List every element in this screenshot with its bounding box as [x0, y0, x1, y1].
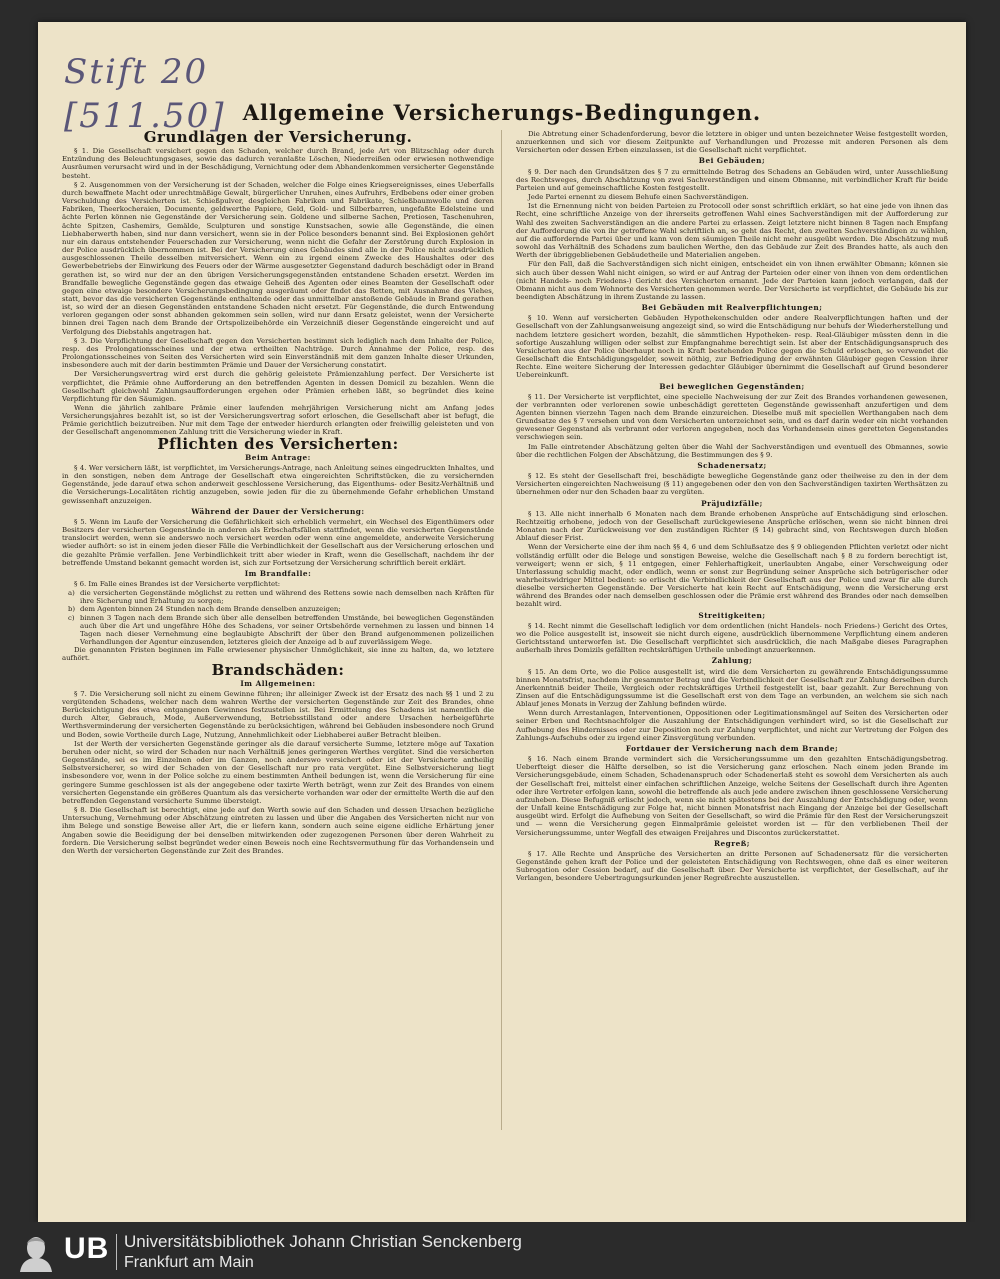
list-item-text: die versicherten Gegenstände möglichst zu retten und während des Rettens sowie nach demselben nach Kräften für ihre Sicherung und Erhaltung zu sorgen; — [80, 589, 494, 606]
paragraph: § 10. Wenn auf versicherten Gebäuden Hypothekenschulden oder andere Realverpflichtungen haften und der Gesellschaft von der Zahlungsanweisung angezeigt sind, so wird die Entschädigung nur behufs der Wiederherstellung und nachdem letztere gesichert worden, bezahlt, die sämmtlichen Hypotheken- resp. Real-Gläubiger müssten denn in die sofortige Auszahlung willigen oder selbst zur Empfangnahme berechtigt sein. Ist aber der Entschädigungsanspruch des Versicherten aus der Police überhaupt noch in Kraft bestehenden Police gegen die Schuld erloschen, so verwendet die Gesellschaft die Entschädigungsgelder, soweit nöthig, zur Befriedigung der erwähnten Gläubiger gegen Cession ihrer Rechte. Eine weitere Sicherung der Interessen gedachter Gläubiger übernimmt die Gesellschaft auf Grund besonderer Uebereinkunft. — [516, 314, 948, 380]
heading-grundlagen: Grundlagen der Versicherung. — [143, 130, 413, 146]
paragraph: Im Falle eintretender Abschätzung gelten über die Wahl der Sachverständigen und eventuell des Obmannes, sowie über die rechtlichen Folgen der Abschätzung, die Bestimmungen des § 9. — [516, 442, 948, 459]
left-column — [62, 130, 494, 1152]
subheading-allgemeinen: Im Allgemeinen: — [240, 678, 316, 688]
handwriting-line-1: Stift 20 — [64, 52, 209, 92]
paragraph: Die Abtretung einer Schadenforderung, bevor die letztere in obiger und unten bezeichneter Weise festgestellt worden, anzuerkennen und sich vor diesem Zeitpunkte auf Verhandlungen und Prozesse mit anderen Personen als dem Versicherten oder dessen Erben einzulassen, ist die Gesellschaft nicht verpflichtet. — [516, 130, 948, 155]
list-item-text: dem Agenten binnen 24 Stunden nach dem Brande denselben anzuzeigen; — [80, 605, 341, 614]
list-marker: c) — [68, 613, 75, 622]
ub-logo: UB — [64, 1232, 110, 1265]
paragraph: § 15. An dem Orte, wo die Police ausgestellt ist, wird die dem Versicherten zu gewährende Entschädigungssumme binnen Monatsfrist, nachdem ihr gesammter Betrag und die Verbindlichkeit der Gesellschaft zur Zahlung derselben durch Anerkenntniß beider Theile, Vergleich oder rechtskräftiges Urtheil festgestellt ist, baar gezahlt. Zur Berechnung von Zinsen auf die Entschädigungssumme ist die Gesellschaft erst von dem Tage an verbunden, an welchem sie sich nach Ablauf jenes Monats in Verzug der Zahlung befinden würde. — [516, 667, 948, 709]
senckenberg-portrait-icon — [14, 1232, 58, 1272]
subheading-zahlung: Zahlung; — [711, 656, 753, 666]
subheading-fortdauer: Fortdauer der Versicherung nach dem Brande; — [625, 743, 839, 753]
paragraph: § 11. Der Versicherte ist verpflichtet, eine specielle Nachweisung der zur Zeit des Brandes vorhandenen gewesenen, der verbrannten oder verlorenen sowie unbeschädigt geretteten Gegenstände gewissenhaft anzufertigen und dem Agenten binnen vierzehn Tagen nach dem Brande einzureichen. Dieselbe muß mit speciellen Werthangaben nach dem Grundsatze des § 7 versehen und von dem Versicherten unterzeichnet sein, und es darf darin weder ein nicht vorhanden gewesener Gegenstand als verbrannt oder verloren angegeben, noch das Vorhandensein eines geretteten Gegenstandes verschwiegen sein. — [516, 392, 948, 442]
paragraph: § 4. Wer versichern läßt, ist verpflichtet, im Versicherungs-Antrage, nach Anleitung seines eingedruckten Inhaltes, und in den sonstigen, neben dem Antrage der Gesellschaft etwa eingereichten Schriftstücken, die zu versichernden Gegenstände, jede darauf etwa schon anderweit geschlossene Versicherung, das Eigenthums- oder Besitz-Verhältniß und die Versicherungs-Localitäten richtig anzugeben, sowie jeden für die zu übernehmende Gefahr erheblichen Umstand gewissenhaft anzuzeigen. — [62, 463, 494, 505]
list-item — [62, 614, 494, 647]
paragraph: Ist die Ernennung nicht von beiden Parteien zu Protocoll oder sonst schriftlich erklärt, so hat eine jede von ihnen das Recht, eine schriftliche Anzeige von der ihrerseits getroffenen Wahl eines Sachverständigen mit der Aufforderung zur Wahl des zweiten Sachverständigen an die andere Partei zu erlassen. Zeigt letztere nicht binnen 8 Tagen nach Empfang der Aufforderung die von ihr getroffene Wahl schriftlich an, so geht das Recht, den zweiten Sachverständigen zu wählen, auf die auffordernde Partei über und kann von dem säumigen Theile nicht mehr ausgeübt werden. Die Abschätzung muß sowohl das Verhältniß des Schadens zum baulichen Werthe, den das Gebäude zur Zeit des Brandes hatte, als auch den Werth der übriggebliebenen Gebäudetheile und Materialien angeben. — [516, 202, 948, 260]
column-divider — [501, 130, 502, 1130]
subheading-regress: Regreß; — [713, 838, 751, 848]
paragraph: § 16. Nach einem Brande vermindert sich die Versicherungssumme um den gezahlten Entschädigungsbetrag. Ueberfteigt dieser die Hälfte derselben, so ist die Versicherung ganz erloschen. Nach einem jeden Brande im Versicherungsgebäude, einem Schaden, Schadenanspruch oder Schadenerlaß steht es sowohl dem Versicherten als auch der Gesellschaft frei, mittelst einer einfachen schriftlichen Anzeige, welche Seitens der Gesellschaft durch ihre Agenten oder ihre Vertreter erfolgen kann, sowohl die betreffende als auch jede andere zwischen ihnen geschlossene Versicherung aufzuheben. Diese Befugniß erlischt jedoch, wenn sie nicht spätestens bei der Auszahlung der Entschädigung oder, wenn der Unfall keine Entschädigung zur Folge hat, nicht binnen Monatsfrist nach Eingang der Anzeige bei der Gesellschaft ausgeübt wird. Erfolgt die Aufhebung von Seiten der Gesellschaft, so wird die Prämie für den Rest der Versicherungszeit und — wenn die Versicherung gegen Einmalprämie geleistet worden ist — für den verbliebenen Theil der Versicherungssumme, unter Wegfall des etwaigen Freijahres und Discontos zurückerstattet. — [516, 755, 948, 837]
paragraph: § 2. Ausgenommen von der Versicherung ist der Schaden, welcher die Folge eines Kriegsereignisses, eines Ueberfalls durch bewaffnete Macht oder unrechtmäßige Gewalt, bürgerlicher Unruhen, eines Aufruhrs, Erdbebens oder einer groben Verschuldung des Versicherten ist. Schießpulver, desgleichen Fabriken und Fabrikate, Schießbaumwolle und deren Fabriken, Theerkocheraien, Documente, geldwerthe Papiere, Geld, Gold- und Silberbarren, ungefaßte Edelsteine und ächte Perlen können nie Gegenstände der Versicherung sein. Goldene und silberne Sachen, Pretiosen, Taschenuhren, ächte Spitzen, Cashemirs, Gemälde, Sculpturen und sonstige Kunstsachen, sowie alle Gegenstände, die einen Liebhaberwerth haben, sind nur dann versichert, wenn sie in der Police besonders benannt sind. Bei Explosionen gehört nur ein daraus entstehender Feuerschaden zur Versicherung, wenn nicht die Gefahr der Zerstörung durch Explosion in der Police ausdrücklich übernommen ist. Bei der Versicherung eines Gebäudes sind alle in der Police nicht ausdrücklich ausgeschlossenen Theile desselben mitversichert. Wenn ein zu irgend einem Zwecke des Haushaltes oder des Gewerbebetriebs der Einwirkung des Feuers oder der Wärme ausgesetzter Gegenstand dadurch beschädigt oder in Brand gerathen ist, so wird nur der an den übrigen Versicherungsgegenständen entstandene Schaden ersetzt. Werden im Brandfalle bewegliche Gegenstände gegen das etwaige Geheiß des Agenten oder eines Beamten der Gesellschaft oder gegen eine etwaige besondere Versicherungsbedingung ausgeräumt oder findet das Retten, mit Ausnahme des Viehes, statt, bevor das die versicherten Gegenstände enthaltende oder das unmittelbar anstoßende Gebäude in Brand gerathen ist, so wird der an diesen Gegenständen entstandene Schaden nicht ersetzt. Für Gegenstände, die durch Entwendung verloren gegangen oder sonst abhanden gekommen sein sollen, wird nur dann Ersatz geleistet, wenn der Versicherte binnen drei Tagen nach dem Brande der Ortspolizeibehörde ein Verzeichniß dieser Gegenstände eingereicht und auf Verfolgung des Diebstahls angetragen hat. — [62, 180, 494, 336]
paragraph: § 6. Im Falle eines Brandes ist der Versicherte verpflichtet: — [74, 579, 281, 588]
subheading-gebaeuden: Bei Gebäuden; — [698, 156, 766, 166]
paragraph: Jede Partei ernennt zu diesem Behufe einen Sachverständigen. — [528, 193, 749, 202]
paragraph: Wenn durch Arrestanlagen, Interventionen, Oppositionen oder Legitimationsmängel auf Seiten des Versicherten oder seiner Erben und Rechtsnachfolger die Auszahlung der Entschädigungen verhindert wird, so ist die Gesellschaft zur Aufhebung des Hindernisses oder zur Deposition noch zur Zahlung verpflichtet, und nicht zur Vertretung der Folgen des Zahlungs-Aufschubs oder zu irgend einer Zinsvergütung verbunden. — [516, 709, 948, 742]
subheading-bewegliche: Bei beweglichen Gegenständen; — [659, 381, 805, 391]
subheading-antrage: Beim Antrage: — [245, 452, 311, 462]
paragraph: § 17. Alle Rechte und Ansprüche des Versicherten an dritte Personen auf Schadenersatz für die versicherten Gegenstände gehen kraft der Police und der geleisteten Entschädigung von Rechtswegen, ohne daß es einer weiteren Subrogation oder Cession bedarf, auf die Gesellschaft über. Der Versicherte ist verpflichtet, der Gesellschaft, auf ihr Verlangen, besondere Uebertragungsurkunden jener Regreßrechte auszustellen. — [516, 849, 948, 883]
right-column — [516, 130, 948, 1152]
document-title: Allgemeine Versicherungs-Bedingungen. — [242, 100, 762, 125]
paragraph: § 5. Wenn im Laufe der Versicherung die Gefährlichkeit sich erheblich vermehrt, ein Wechsel des Eigenthümers oder Besitzers der versicherten Gegenstände in anderen als Erbschaftsfällen stattfindet, wenn die versicherten Gegenstände translocirt werden, wenn sie anderswo noch versichert werden oder wenn eine angemeldete, anderweite Versicherung wieder aufhört: so ist in einem jeden dieser Fälle die Verbindlichkeit der Gesellschaft aus der Versicherung erloschen und die gezahlte Prämie verfallen. Jene Verbindlichkeit tritt aber wieder in Kraft, wenn die Gesellschaft, nachdem ihr der betreffende Umstand bekannt gemacht worden ist, sich zur Fortsetzung der Versicherung schriftlich bereit erklärt. — [62, 517, 494, 567]
subheading-schadenersatz: Schadenersatz; — [697, 460, 767, 470]
footer-separator — [116, 1234, 117, 1270]
library-name: Universitätsbibliothek Johann Christian Senckenberg — [124, 1232, 522, 1251]
paragraph: § 3. Die Verpflichtung der Gesellschaft gegen den Versicherten bestimmt sich lediglich nach dem Inhalte der Police, resp. des Prolongationsscheines und der etwa ertheilten Nachträge. Durch Annahme der Police, resp. des Prolongationsscheines von Seiten des Versicherten wird sein Einverständniß mit dem ganzen Inhalte dieser Urkunden, insbesondere auch mit der darin bestimmten Prämie und Dauer der Versicherung constatirt. — [62, 336, 494, 370]
paragraph: Der Versicherungsvertrag wird erst durch die gehörig geleistete Prämienzahlung perfect. Der Versicherte ist verpflichtet, die Prämie ohne Aufforderung an den betreffenden Agenten in dessen Domicil zu bezahlen. Wenn die Gesellschaft gleichwohl Zahlungsaufforderungen ergehen oder Prämien erheben läßt, so begründet dies keine Verpflichtung für den Säumigen. — [62, 370, 494, 403]
list-marker: b) — [68, 605, 76, 614]
document-page — [38, 22, 966, 1222]
list-item-text: binnen 3 Tagen nach dem Brande sich über alle denselben betreffenden Umstände, bei beweglichen Gegenständen auch über die Art und ungefähre Höhe des Schadens, vor seiner Ortsbehörde vernehmen zu lassen und binnen 14 Tagen nach dieser Vernehmung eine beglaubigte Abschrift der über den Brand aufgenommenen polizeilichen Verhandlungen der Agentur einzusenden, letzteres gleich der Anzeige ad b auf zuverlässigem Wege. — [80, 613, 494, 647]
list-item — [62, 589, 494, 605]
paragraph: § 9. Der nach den Grundsätzen des § 7 zu ermittelnde Betrag des Schadens an Gebäuden wird, unter Ausschließung des Rechtsweges, durch Abschätzung von zwei Sachverständigen und einem Obmanne, mit verbindlicher Kraft für beide Parteien und auf gemeinschaftliche Kosten festgestellt. — [516, 167, 948, 192]
paragraph: § 1. Die Gesellschaft versichert gegen den Schaden, welcher durch Brand, jede Art von Blitzschlag oder durch Entzündung des Beleuchtungsgases, sowie das dadurch veranlaßte Löschen, Niederreißen oder erwiesen nothwendige Ausräumen verursacht wird und in der Beschädigung, Vernichtung oder dem Abhandenkommen versicherter Gegenstände besteht. — [62, 147, 494, 180]
library-location: Frankfurt am Main — [124, 1254, 254, 1271]
library-footer — [0, 1222, 1000, 1279]
paragraph: § 12. Es steht der Gesellschaft frei, beschädigte bewegliche Gegenstände ganz oder theilweise zu den in der dem Versicherten eingereichten Nachweisung (§ 11) angegebenen oder den von den Sachverständigen taxirten Werthsätzen zu übernehmen oder nur den Schaden baar zu vergüten. — [516, 472, 948, 497]
paragraph: Die genannten Fristen beginnen im Falle erwiesener physischer Unmöglichkeit, sie inne zu halten, da, wo letztere aufhört. — [62, 646, 494, 663]
paragraph: § 14. Recht nimmt die Gesellschaft lediglich vor dem ordentlichen (nicht Handels- noch Friedens-) Gericht des Ortes, wo die Police ausgestellt ist, insoweit sie nicht durch eigene, ausdrücklich übernommene Verpflichtung einem anderen Gerichtsstand unterworfen ist. Die Gesellschaft verpflichtet sich ausdrücklich, die nach Maßgabe dieses Paragraphen außerhalb ihres Domizils gefällten rechtskräftigen Urtheile unbedingt anzuerkennen. — [516, 621, 948, 655]
paragraph: § 13. Alle nicht innerhalb 6 Monaten nach dem Brande erhobenen Ansprüche auf Entschädigung sind erloschen. Rechtzeitig erhobene, jedoch von der Gesellschaft zurückgewiesene Ansprüche erlöschen, wenn sie nicht binnen drei Monaten nach der Zurückweisung vor den zuständigen Richter (§ 14) gebracht sind, von Rechtswegen durch bloßen Ablauf dieser Frist. — [516, 509, 948, 543]
paragraph: Ist der Werth der versicherten Gegenstände geringer als die darauf versicherte Summe, letztere möge auf Taxation beruhen oder nicht, so wird der Schaden nur nach Verhältniß jenes geringeren Werthes vergütet. Sind die versicherten Gegenstände, sei es im Einzelnen oder im Ganzen, noch anderswo versichert oder ist der Versicherte antheilig Selbstversicherer, so wird der Schaden von der Gesellschaft nur pro rata vergütet. Eine Selbstversicherung liegt insbesondere vor, wenn in der Police solche zu einem bestimmten Antheil bedungen ist, wenn die Versicherung für eine geringere Summe geschlossen ist als der angegebene oder taxirte Werth beträgt, wenn zur Zeit des Brandes von einem versicherten Gegenstande ein größeres Quantum als das versicherte vorhanden war oder der ermittelte Werth die auf den betreffenden Gegenstand versicherte Summe übersteigt. — [62, 739, 494, 805]
paragraph: Wenn der Versicherte eine der ihm nach §§ 4, 6 und dem Schlußsatze des § 9 obliegenden Pflichten verletzt oder nicht vollständig erfüllt oder die Belege und sonstigen Beweise, welche die Gesellschaft nach § 8 zu fordern berechtigt ist, verweigert; wenn er sich, § 11 entgegen, einer Fehlerhaftigkeit, unerlaubten Angabe, einer Verschweigung oder Unterlassung schuldig macht, oder endlich, wenn er sonst zur Begründung seiner Ansprüche sich betrügerischer oder wahrheitswidriger Mittel bedient: so erlischt die Verbindlichkeit der Gesellschaft aus der Police und zwar für alle durch dieselbe versicherten Gegenstände. Der Versicherte hat kein Recht auf Entschädigung, wenn die Versicherung erst während des Brandes oder nach demselben geschlossen oder die Prämie erst während des Brandes oder nach demselben bezahlt wird. — [516, 543, 948, 609]
paragraph: § 7. Die Versicherung soll nicht zu einem Gewinne führen; ihr alleiniger Zweck ist der Ersatz des nach §§ 1 und 2 zu vergütenden Schadens, welcher nach dem wahren Werthe der versicherten Gegenstände zur Zeit des Brandes, ohne Berücksichtigung des etwa entgangenen Gewinnes festzustellen ist. Bei Ermittelung des Schadens ist namentlich die durch Alter, Gebrauch, Mode, Außerverwendung, Betriebsstillstand oder andere Ursachen herbeigeführte Werthsverminderung der versicherten Gegenstände zu berücksichtigen, während bei Gebäuden insbesondere noch Grund und Boden, sowie Vortheile durch Lage, Nutzung, Annehmlichkeit oder Liebhaberei außer Betracht bleiben. — [62, 689, 494, 739]
subheading-dauer: Während der Dauer der Versicherung: — [191, 506, 365, 516]
subheading-praejudiz: Präjudizfälle; — [701, 498, 763, 508]
subheading-streitigkeiten: Streitigkeiten; — [698, 610, 766, 620]
list-item — [62, 605, 494, 613]
heading-brandschaden: Brandschäden: — [211, 660, 345, 679]
paragraph: Für den Fall, daß die Sachverständigen sich nicht einigen, entscheidet ein von ihnen erwählter Obmann; können sie sich auch über dessen Wahl nicht einigen, so wird er auf Antrag der Parteien oder einer von ihnen von dem ordentlichen (nicht Handels- noch Friedens-) Gericht des Versicherten ernannt. Jede der Parteien kann jedoch verlangen, daß der Obmann nicht aus dem Wohnorte des Versicherten genommen werde. Der Versicherte ist verpflichtet, die Gebäude bis zur beendigten Abschätzung in ihrem Zustande zu lassen. — [516, 260, 948, 301]
paragraph: Wenn die jährlich zahlbare Prämie einer laufenden mehrjährigen Versicherung nicht am Anfang jedes Versicherungsjahres bezahlt ist, so ist der Versicherungsvertrag sofort erloschen, die Gesellschaft aber ist befugt, die Prämie gerichtlich beizutreiben. Nur mit dem Tage der entweder hierdurch erlangten oder freiwillig geleisteten und von der Gesellschaft angenommenen Zahlung tritt die Versicherung wieder in Kraft. — [62, 404, 494, 437]
subheading-brandfalle: Im Brandfalle: — [244, 568, 312, 578]
list-marker: a) — [68, 589, 75, 598]
handwriting-line-2: [511.50] — [64, 96, 226, 136]
paragraph: § 8. Die Gesellschaft ist berechtigt, eine jede auf den Werth sowie auf den Schaden und dessen Ursachen bezügliche Untersuchung, Vernehmung oder Abschätzung eintreten zu lassen und über die Angaben des Versicherten nicht nur von ihm Belege und sonstige Beweise aller Art, die er liefern kann, sondern auch seine eigene eidliche Erhärtung jener Angaben sowie die Beeidigung der bei denselben mitwirkenden oder zugezogenen Personen über deren Wahrheit zu fordern. Die Versicherung selbst begründet weder einen Beweis noch eine Rechtsvermuthung für das Vorhandensein und den Werth der versicherten Gegenstände zur Zeit des Brandes. — [62, 806, 494, 855]
subheading-realverpflichtungen: Bei Gebäuden mit Realverpflichtungen; — [641, 303, 823, 313]
heading-pflichten: Pflichten des Versicherten: — [157, 434, 399, 453]
